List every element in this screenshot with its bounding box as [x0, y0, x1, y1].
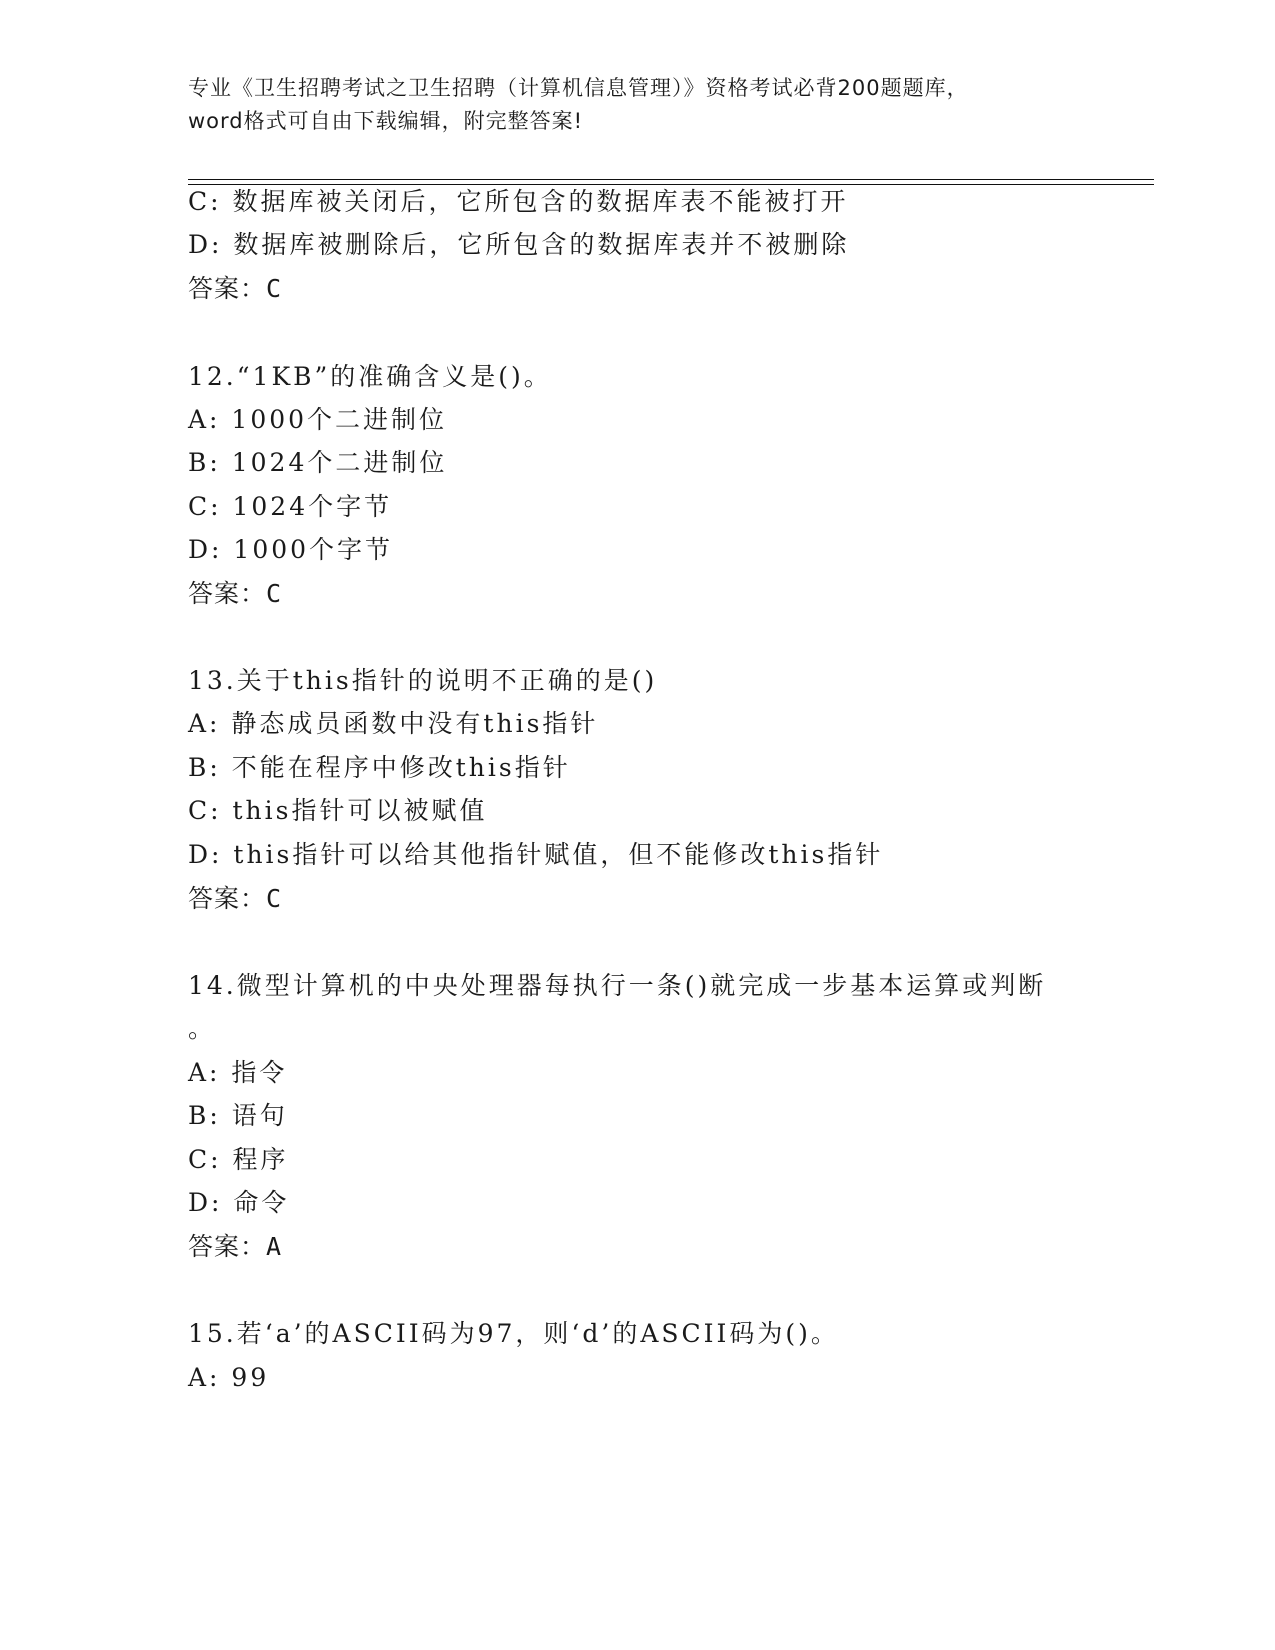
option-c: C: 数据库被关闭后，它所包含的数据库表不能被打开: [188, 187, 849, 216]
answer-line: [188, 884, 282, 914]
answer-label: 答案：: [188, 884, 267, 913]
answer-value: C: [266, 884, 283, 913]
option-d: D: this指针可以给其他指针赋值，但不能修改this指针: [188, 840, 884, 869]
option-b: B: 语句: [188, 1101, 288, 1130]
option-d: D: 命令: [188, 1188, 290, 1217]
question-stem: 15.若‘a’的ASCII码为97，则‘d’的ASCII码为()。: [188, 1319, 839, 1348]
header-divider-top: [188, 179, 1154, 180]
header-line-2: word格式可自由下载编辑，附完整答案!: [188, 109, 584, 133]
question-stem-continued: 。: [188, 1014, 217, 1043]
answer-value: A: [266, 1232, 283, 1261]
answer-value: C: [266, 579, 283, 608]
option-c: C: 程序: [188, 1145, 289, 1174]
answer-value: C: [266, 274, 283, 303]
option-d: D: 数据库被删除后，它所包含的数据库表并不被删除: [188, 230, 850, 259]
option-a: A: 指令: [188, 1058, 288, 1087]
option-d: D: 1000个字节: [188, 535, 394, 564]
question-stem: 12.“1KB”的准确含义是()。: [188, 362, 552, 391]
answer-line: [188, 1232, 282, 1262]
option-c: C: this指针可以被赋值: [188, 796, 488, 825]
option-c: C: 1024个字节: [188, 492, 393, 521]
question-stem: 13.关于this指针的说明不正确的是(): [188, 666, 658, 695]
answer-label: 答案：: [188, 1232, 267, 1261]
option-a: A: 静态成员函数中没有this指针: [188, 709, 599, 738]
answer-line: [188, 274, 282, 304]
answer-label: 答案：: [188, 274, 267, 303]
option-a: A: 1000个二进制位: [188, 405, 448, 434]
header-divider-bottom: [188, 184, 1154, 185]
answer-label: 答案：: [188, 579, 267, 608]
document-header: [188, 72, 1088, 138]
option-b: B: 1024个二进制位: [188, 448, 448, 477]
answer-line: [188, 579, 282, 609]
header-line-1: 专业《卫生招聘考试之卫生招聘（计算机信息管理）》资格考试必背200题题库，: [188, 76, 969, 100]
question-stem: 14.微型计算机的中央处理器每执行一条()就完成一步基本运算或判断: [188, 971, 1047, 1000]
option-b: B: 不能在程序中修改this指针: [188, 753, 571, 782]
option-a: A: 99: [188, 1363, 270, 1392]
